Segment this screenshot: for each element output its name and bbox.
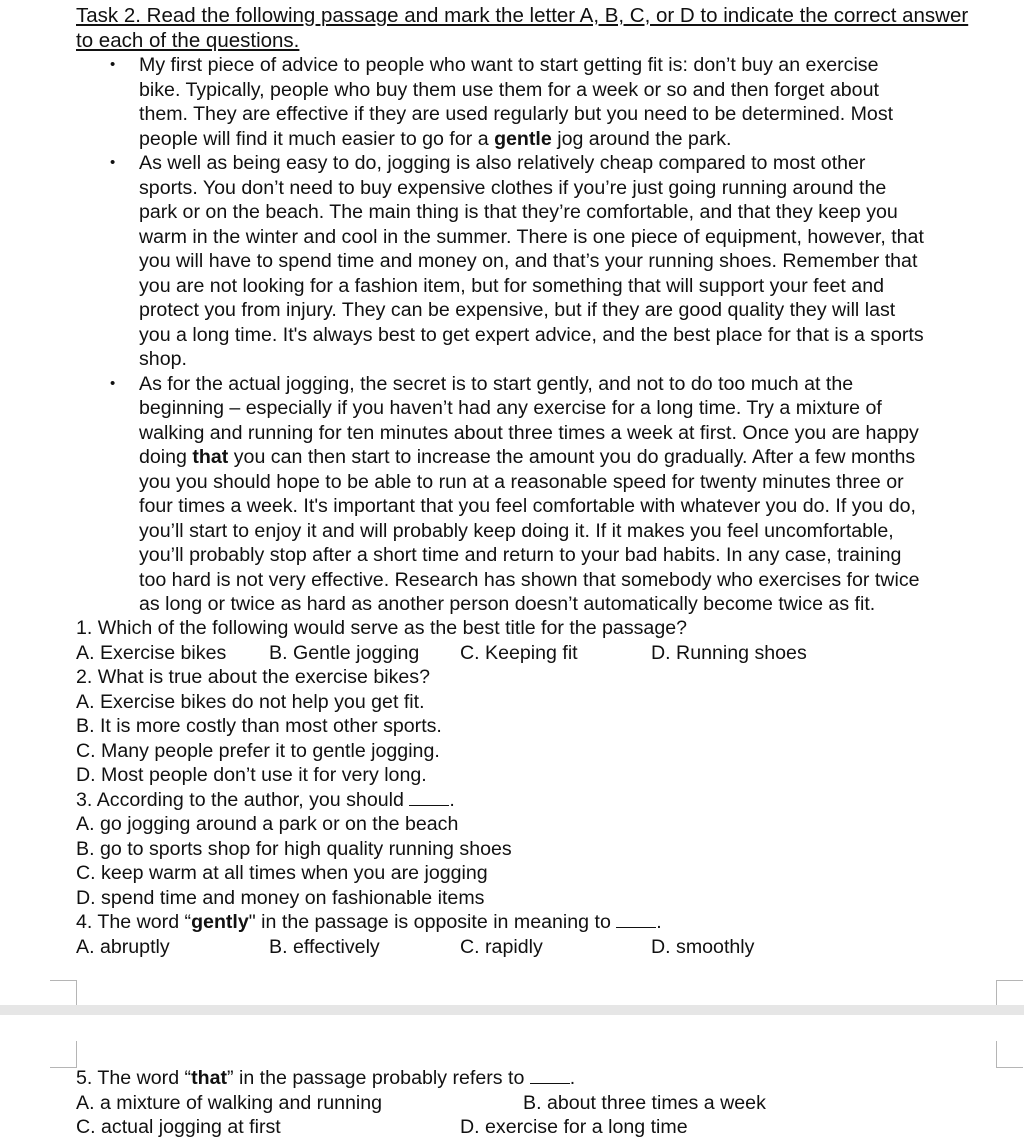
question-4-option-d: D. smoothly	[651, 935, 755, 958]
highlighted-word-that: that	[192, 446, 229, 468]
question-4-stem: 4. The word “gently" in the passage is opposite in meaning to .	[76, 911, 662, 933]
passage-line: walking and running for ten minutes about three times a week at first. Once you are happy	[139, 421, 919, 444]
passage-line: protect you from injury. They can be expensive, but if they are good quality they will last	[139, 299, 896, 321]
passage-line: them. They are effective if they are used regularly but you need to be determined. Most	[139, 103, 894, 125]
crop-mark	[996, 980, 1023, 1007]
bullet-icon: •	[110, 154, 116, 171]
answer-blank	[530, 1066, 570, 1084]
question-1-option-d: D. Running shoes	[651, 641, 807, 664]
passage-line: people will find it much easier to go for a gentle jog around the park.	[139, 127, 732, 150]
passage-line: as long or twice as hard as another person doesn’t automatically become twice as fit.	[139, 593, 876, 615]
question-5	[76, 1066, 1006, 1140]
question-3-stem: 3. According to the author, you should .	[76, 788, 455, 811]
question-4-keyword: gently	[191, 911, 249, 933]
passage-line: As for the actual jogging, the secret is to start gently, and not to do too much at the	[139, 372, 854, 395]
task-heading: Task 2. Read the following passage and mark the letter A, B, C, or D to indicate the correct answer to each of the questions.	[76, 4, 969, 52]
passage-line: bike. Typically, people who buy them use them for a week or so and then forget about	[139, 78, 879, 101]
passage-line: you you should hope to be able to run at a reasonable speed for twenty minutes three or	[139, 470, 904, 493]
passage-line: you’ll start to enjoy it and will probably keep doing it. If it makes you feel uncomfortable,	[139, 519, 894, 542]
passage-line: you are not looking for a fashion item, but for something that will support your feet and	[139, 274, 884, 297]
question-4-option-a: A. abruptly	[76, 935, 170, 958]
question-2-stem: 2. What is true about the exercise bikes?	[76, 666, 430, 688]
passage-paragraph-2	[76, 151, 1006, 372]
question-5-option-c: C. actual jogging at first	[76, 1116, 281, 1138]
question-3-option-c: C. keep warm at all times when you are jogging	[76, 862, 488, 884]
question-5-stem: 5. The word “that” in the passage probably refers to .	[76, 1067, 576, 1089]
crop-mark	[50, 980, 77, 1007]
question-5-keyword: that	[191, 1067, 227, 1089]
question-5-options-row-1	[76, 1091, 1006, 1116]
question-5-options-row-2	[76, 1115, 1006, 1140]
passage-line: My first piece of advice to people who want to start getting fit is: don’t buy an exercise	[139, 54, 879, 76]
question-4-option-c: C. rapidly	[460, 935, 543, 958]
question-1-option-b: B. Gentle jogging	[269, 641, 420, 664]
question-1-option-a: A. Exercise bikes	[76, 641, 227, 664]
bullet-icon: •	[110, 56, 116, 73]
question-1-option-c: C. Keeping fit	[460, 641, 578, 664]
passage-line: you’ll probably stop after a short time and return to your bad habits. In any case, training	[139, 544, 902, 566]
passage-line: beginning – especially if you haven’t had any exercise for a long time. Try a mixture of	[139, 397, 882, 419]
passage-paragraph-1	[76, 53, 1006, 151]
question-1-options	[76, 641, 1006, 666]
question-5-option-d: D. exercise for a long time	[460, 1116, 688, 1138]
page-separator	[0, 1005, 1024, 1015]
question-5-option-a: A. a mixture of walking and running	[76, 1091, 383, 1114]
crop-mark	[50, 1041, 77, 1068]
question-1-stem: 1. Which of the following would serve as the best title for the passage?	[76, 617, 688, 639]
questions	[76, 616, 1006, 959]
highlighted-word-gentle: gentle	[494, 127, 552, 150]
question-3-option-d: D. spend time and money on fashionable items	[76, 886, 485, 909]
passage	[76, 53, 1006, 617]
passage-line: you will have to spend time and money on, and that’s your running shoes. Remember that	[139, 250, 918, 272]
passage-line: too hard is not very effective. Research has shown that somebody who exercises for twice	[139, 568, 920, 591]
passage-line: park or on the beach. The main thing is that they’re comfortable, and that they keep you	[139, 201, 898, 223]
question-4-option-b: B. effectively	[269, 935, 380, 958]
bullet-icon: •	[110, 374, 116, 392]
question-3-option-a: A. go jogging around a park or on the beach	[76, 813, 459, 835]
question-5-option-b: B. about three times a week	[523, 1091, 766, 1114]
answer-blank	[616, 910, 656, 928]
passage-line: warm in the winter and cool in the summer. There is one piece of equipment, however, that	[139, 225, 924, 248]
question-2-option-d: D. Most people don’t use it for very long.	[76, 764, 427, 786]
question-3-option-b: B. go to sports shop for high quality running shoes	[76, 837, 512, 860]
answer-blank	[409, 788, 449, 806]
passage-paragraph-3	[76, 372, 1006, 617]
question-2-option-a: A. Exercise bikes do not help you get fit.	[76, 690, 425, 713]
question-4-options	[76, 935, 1006, 960]
passage-line: sports. You don’t need to buy expensive clothes if you’re just going running around the	[139, 176, 887, 199]
passage-line: you a long time. It's always best to get expert advice, and the best place for that is a sports	[139, 323, 924, 346]
passage-line: four times a week. It's important that you feel comfortable with whatever you do. If you do,	[139, 495, 916, 517]
passage-line: shop.	[139, 348, 187, 370]
passage-line: As well as being easy to do, jogging is also relatively cheap compared to most other	[139, 152, 866, 174]
crop-mark	[996, 1041, 1023, 1068]
question-2-option-c: C. Many people prefer it to gentle jogging.	[76, 739, 440, 762]
question-2-option-b: B. It is more costly than most other sports.	[76, 715, 442, 737]
passage-line: doing that you can then start to increase the amount you do gradually. After a few months	[139, 446, 916, 468]
